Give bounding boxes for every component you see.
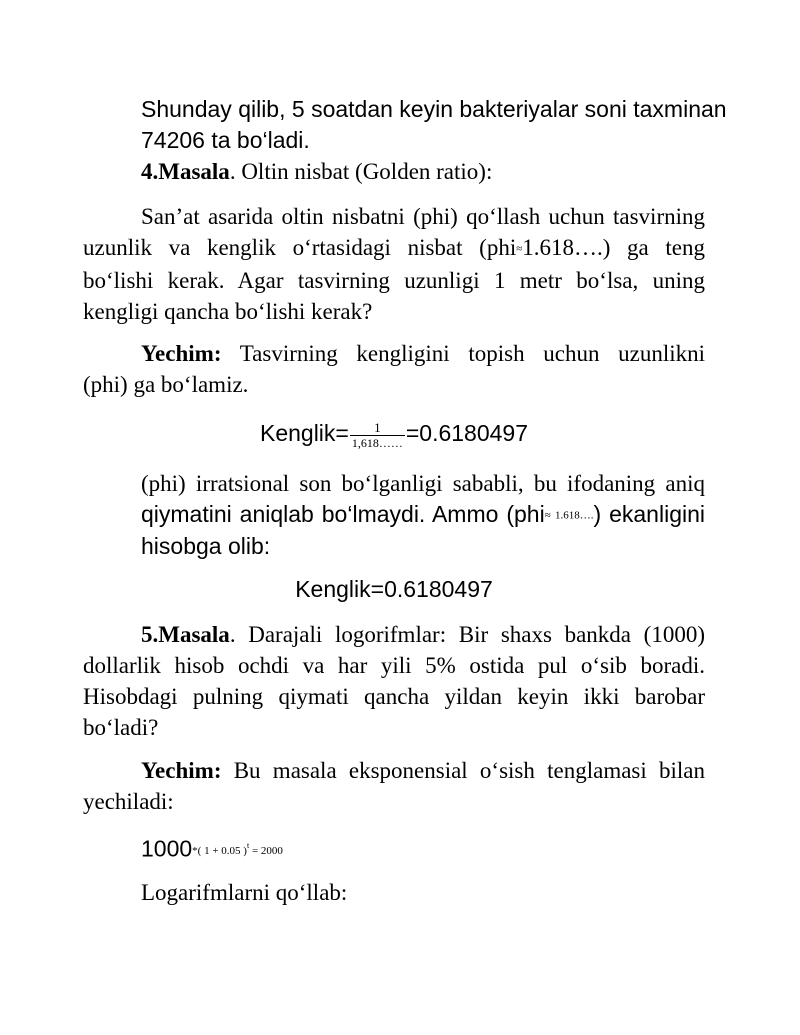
task-4-heading xyxy=(141,156,705,187)
formula-width-result: Kenglik=0.6180497 xyxy=(295,576,493,602)
formula-width xyxy=(83,418,705,450)
approx-symbol: ≈ xyxy=(516,243,523,256)
formula-base: 1000 xyxy=(141,835,193,862)
text-line: yechiladi: xyxy=(83,789,174,814)
formula-left: Kenglik= xyxy=(259,420,349,446)
text-line: Yechim: Tasvirning kengligini topish uchun uzunlikni xyxy=(141,341,705,366)
text-line: Shunday qilib, 5 soatdan keyin bakteriyalar soni taxminan xyxy=(141,96,727,122)
task-title: . Oltin nisbat (Golden ratio): xyxy=(229,159,493,184)
task-label: 5.Masala xyxy=(141,622,230,647)
formula-exponential xyxy=(141,830,705,867)
paragraph-golden-ratio xyxy=(83,201,705,327)
paragraph-bacteria-result xyxy=(141,94,727,156)
paragraph-irrational xyxy=(141,468,705,562)
text-line: (phi) ga bo‘lamiz. xyxy=(83,372,249,397)
formula-result: = 2000 xyxy=(249,844,283,857)
solution-label: Yechim: xyxy=(141,758,222,783)
text-line: Yechim: Bu masala eksponensial o‘sish tenglamasi bilan xyxy=(141,758,705,783)
text-line: hisobga olib: xyxy=(141,533,271,560)
formula-right: =0.6180497 xyxy=(405,420,529,446)
text-line: qiymatini aniqlab bo‘lmaydi. Ammo (phi≈ 1.618….) ekanligini xyxy=(141,501,705,527)
fraction-denominator: 1,618…… xyxy=(351,436,403,451)
approx-value: ≈ 1.618…. xyxy=(544,509,594,522)
fraction-numerator: 1 xyxy=(350,421,405,436)
task-label: 4.Masala xyxy=(141,159,230,184)
solution-label: Yechim: xyxy=(141,341,222,366)
fraction xyxy=(350,421,405,450)
text-line: (phi) irratsional son bo‘lganligi sababli, bu ifodaning aniq xyxy=(141,471,705,496)
text-line: dollarlik hisob ochdi va har yili 5% ostida pul o‘sib boradi. xyxy=(83,653,705,678)
solution-1 xyxy=(83,338,705,400)
task-5 xyxy=(83,619,705,743)
text-line: bo‘lishi kerak. Agar tasvirning uzunligi 1 metr bo‘lsa, uning xyxy=(83,268,705,294)
text-line: Hisobdagi pulning qiymati qancha yildan keyin ikki barobar xyxy=(83,684,705,709)
solution-2 xyxy=(83,755,705,817)
formula-expression: *( 1 + 0.05 ) xyxy=(192,844,247,857)
text-line: uzunlik va kenglik o‘rtasidagi nisbat (phi≈1.618….) ga teng xyxy=(83,235,706,260)
text-line: kengligi qancha bo‘lishi kerak? xyxy=(83,299,373,325)
text-line: 5.Masala. Darajali logorifmlar: Bir shaxs bankda (1000) xyxy=(141,622,705,647)
text-line: 74206 ta bo‘ladi. xyxy=(141,127,310,153)
paragraph-logarithms: Logarifmlarni qo‘llab: xyxy=(141,880,348,905)
formula-exponent: t xyxy=(246,841,250,850)
text-line: San’at asarida oltin nisbatni (phi) qo‘llash uchun tasvirning xyxy=(141,204,705,229)
text-line: bo‘ladi? xyxy=(83,715,159,740)
